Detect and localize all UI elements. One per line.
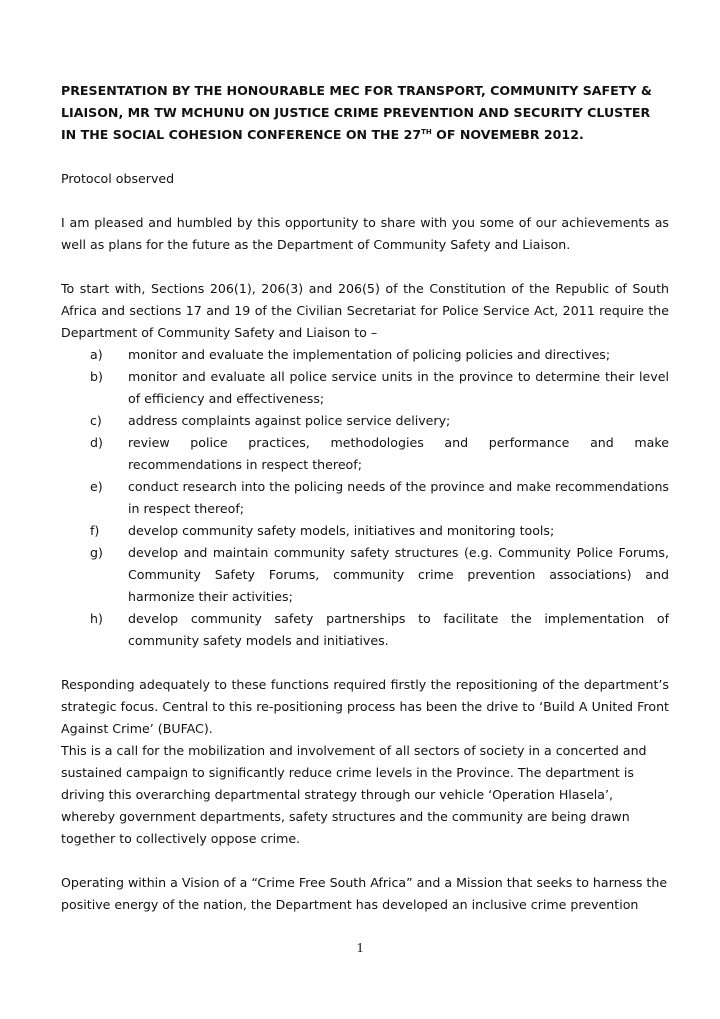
list-item-text: develop and maintain community safety structures (e.g. Community Police Forums, Community Safety Forums, community crime prevention associations) and harmonize their activities; bbox=[128, 545, 669, 604]
list-marker: g) bbox=[90, 545, 103, 560]
list-item-text: develop community safety partnerships to facilitate the implementation of community safety models and initiatives. bbox=[128, 611, 669, 648]
list-item-text: review police practices, methodologies and performance and make recommendations in respect thereof; bbox=[128, 435, 669, 472]
list-item-text: develop community safety models, initiatives and monitoring tools; bbox=[128, 523, 555, 538]
mandate-list bbox=[61, 344, 669, 652]
mandate-intro-paragraph: To start with, Sections 206(1), 206(3) and 206(5) of the Constitution of the Republic of South Africa and sections 17 and 19 of the Civilian Secretariat for Police Service Act, 2011 require the Department of Community Safety and Liaison to – bbox=[61, 281, 669, 340]
title-main: PRESENTATION BY THE HONOURABLE MEC FOR TRANSPORT, COMMUNITY SAFETY & LIAISON, MR TW MCHUNU ON JUSTICE CRIME PREVENTION AND SECURITY CLUSTER IN THE SOCIAL COHESION CONFERENCE ON THE 27 bbox=[61, 83, 652, 142]
document-page bbox=[61, 80, 669, 916]
list-marker: f) bbox=[90, 523, 100, 538]
list-marker: b) bbox=[90, 369, 103, 384]
list-marker: e) bbox=[90, 479, 103, 494]
list-item-text: address complaints against police service delivery; bbox=[128, 413, 451, 428]
intro-paragraph: I am pleased and humbled by this opportunity to share with you some of our achievements as well as plans for the future as the Department of Community Safety and Liaison. bbox=[61, 215, 669, 252]
title-superscript: TH bbox=[421, 128, 432, 136]
list-marker: h) bbox=[90, 611, 103, 626]
list-item bbox=[61, 366, 669, 410]
list-marker: d) bbox=[90, 435, 103, 450]
list-marker: a) bbox=[90, 347, 103, 362]
list-item-text: conduct research into the policing needs of the province and make recommendations in respect thereof; bbox=[128, 479, 669, 516]
page-number: 1 bbox=[356, 941, 364, 956]
bufac-paragraph: Responding adequately to these functions required firstly the repositioning of the department’s strategic focus. Central to this re-positioning process has been the drive to ‘Build A United Front Against Crime’ (BUFAC). bbox=[61, 677, 669, 736]
list-item bbox=[61, 520, 669, 542]
title-tail: OF NOVEMEBR 2012. bbox=[431, 127, 584, 142]
document-title bbox=[61, 80, 669, 146]
list-item bbox=[61, 476, 669, 520]
vision-paragraph: Operating within a Vision of a “Crime Free South Africa” and a Mission that seeks to harness the positive energy of the nation, the Department has developed an inclusive crime prevention bbox=[61, 875, 668, 912]
list-item bbox=[61, 542, 669, 608]
list-item-text: monitor and evaluate all police service units in the province to determine their level of efficiency and effectiveness; bbox=[128, 369, 669, 406]
list-marker: c) bbox=[90, 413, 102, 428]
list-item bbox=[61, 432, 669, 476]
list-item bbox=[61, 344, 669, 366]
hlasela-paragraph: This is a call for the mobilization and involvement of all sectors of society in a concerted and sustained campaign to significantly reduce crime levels in the Province. The department is driving this overarching departmental strategy through our vehicle ‘Operation Hlasela’, whereby government departments, safety structures and the community are being drawn together to collectively oppose crime. bbox=[61, 743, 647, 846]
list-item bbox=[61, 608, 669, 652]
list-item-text: monitor and evaluate the implementation of policing policies and directives; bbox=[128, 347, 611, 362]
list-item bbox=[61, 410, 669, 432]
protocol-line: Protocol observed bbox=[61, 171, 175, 186]
